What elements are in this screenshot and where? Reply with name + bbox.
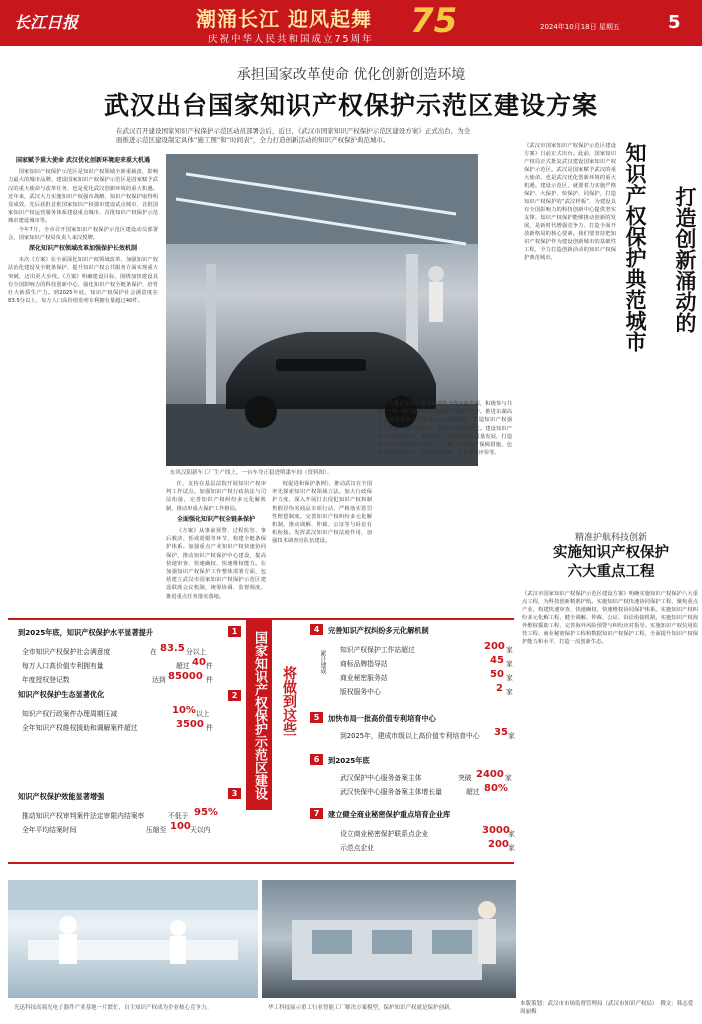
paragraph: 本次《方案》在全面深化知识产权领域改革、加强知识产权法治化建设及全链条保护、提升知识产权公共服务方面实现重大突破，迈出更大步伐。《方案》明确建设目标，围绕加快建设具有全国影响力的科技创新中心，强化知识产权全链条保护，培育壮大新质生产力。到2025年底，知识产权保护社会满意度在83.5分以上，每万人口高价值发明专利拥有量超过40件。 xyxy=(8,257,158,305)
bottom-caption-right: 华工科技展示重工行业智能工厂解决方案模型，保护知识产权就是保护创新。 xyxy=(268,1005,456,1011)
newspaper-logo: 长江日报 xyxy=(14,13,79,32)
section-heading: 国家赋予重大使命 武汉优化创新环境迎来重大机遇 xyxy=(15,157,151,164)
stat-unit: 家 xyxy=(508,844,515,852)
stat-label: 商标品牌指导站 xyxy=(340,660,388,668)
stat-label: 武汉快保中心服务备案主体增长量 xyxy=(340,788,442,796)
section-heading: 建立健全商业秘密保护重点培育企业库 xyxy=(328,810,451,819)
stat-label: 全年知识产权维权援助和调解案件超过 xyxy=(22,724,138,732)
stat-label: 商业秘密服务站 xyxy=(340,674,388,682)
stat-unit: 件 xyxy=(206,724,213,732)
article-column-2 xyxy=(166,480,266,620)
stat-prefix: 达到 xyxy=(152,676,166,684)
stat-label: 知识产权保护工作站超过 xyxy=(340,646,415,654)
stat-unit: 件 xyxy=(206,676,213,684)
stat-label: 全年平均结案时间 xyxy=(22,826,77,834)
subtitle-line-2: 六大重点工程 xyxy=(567,564,655,580)
lab-illustration xyxy=(8,880,258,998)
bottom-caption-left: 光迅科技高端光电子器件产业基地一片繁忙，自主知识产权成为企业核心竞争力。 xyxy=(14,1005,213,1011)
stat-unit: 家 xyxy=(508,830,515,838)
stat-value: 200 xyxy=(488,839,509,850)
stat-label: 武汉保护中心服务备案主体 xyxy=(340,774,422,782)
section-badge: 2 xyxy=(228,690,241,701)
stat-value: 83.5 xyxy=(160,643,185,654)
stat-label: 知识产权行政案件办理周期压减 xyxy=(22,710,118,718)
article-column-3 xyxy=(272,480,372,620)
model-illustration xyxy=(262,880,516,998)
stat-label: 到2025年，建成市级以上高价值专利培育中心 xyxy=(340,732,480,740)
paragraph: 《方案》从事前预警、过程监管、事后救济、惩戒震慑等环节，构建全链条保护体系。加强重点产业知识产权快速协同保护，推动知识产权保护中心建设，提高快速审查、快速确权、快速维权能力。在加强知识产权保护工作整体部署方面，包括建立武汉市国家知识产权保护示范区建设联席会议机制，统筹协调、监督调度、推进重点任务落实落地。 xyxy=(166,528,266,600)
subtitle-line-1: 实施知识产权保护 xyxy=(553,545,669,561)
anniversary-number: 75 xyxy=(410,1,458,41)
infobox-band-label: 国家知识产权保护示范区建设 xyxy=(246,620,272,810)
stat-value: 85000 xyxy=(168,671,203,682)
stat-unit: 家 xyxy=(508,732,515,740)
stat-value: 200 xyxy=(484,641,505,652)
section-heading: 到2025年底 xyxy=(328,756,370,765)
stat-value: 80% xyxy=(484,783,508,794)
section-badge: 3 xyxy=(228,788,241,799)
sidebar-sub-body: 《武汉市国家知识产权保护示范区建设方案》明确实施知识产权保护六大重点工程，为科技创新精准护航。实施知识产权快速协同保护工程，聚焦重点产业，构建快速审查、快速确权、快速维权协同保护体系。实施知识产权纠纷多元化解工程，健全调解、仲裁、公证、诉讼衔接机制。实施知识产权海外维权援助工程，完善海外风险预警与纠纷应对指导。实施知识产权信用监管工程、商业秘密保护工程和数据知识产权保护工程，全面提升知识产权保护能力和水平，打造一流创新生态。 xyxy=(522,591,698,645)
section-heading: 完善知识产权纠纷多元化解机制 xyxy=(328,626,429,635)
page-number: 5 xyxy=(668,12,681,33)
paragraph: 在推进知识产权领域对外合作交流方面，积极参与共建“一带一路”国家和地区知识产权对外合作。推进东湖高新区国家知识产权服务出口基地建设。打造知识产权强企，知识产权示范企业、优势企业持续增长。建设知识产权公共服务平台，推动知识产权服务业高质量发展，打造知识产权运营服务高地。《方案》还明确了保障措施，包括加强组织领导、强化资金保障、完善考核评价等。 xyxy=(378,401,512,457)
section-heading: 知识产权保护生态显著优化 xyxy=(18,690,105,699)
section-badge: 6 xyxy=(310,754,323,765)
section-heading: 知识产权保护效能显著增强 xyxy=(18,792,105,801)
stat-value: 2 xyxy=(496,683,503,694)
lab-photo xyxy=(8,880,258,998)
stat-unit: 天以内 xyxy=(190,826,211,834)
stat-value: 100 xyxy=(170,821,191,832)
stat-value: 3000 xyxy=(482,825,510,836)
stat-label: 全市知识产权保护社会满意度 xyxy=(22,648,111,656)
sidebar-title-line-2: 知识产权保护典范城市 xyxy=(623,142,648,352)
sidebar-subtitle xyxy=(520,544,702,582)
section-badge: 7 xyxy=(310,808,323,819)
stat-label: 年度授权登记数 xyxy=(22,676,70,684)
stat-unit: 家 xyxy=(506,660,513,668)
section-badge: 1 xyxy=(228,626,241,637)
commentary-sidebar xyxy=(520,142,702,527)
issue-date: 2024年10月18日 星期五 xyxy=(540,23,620,31)
stat-prefix: 突破 xyxy=(458,774,472,782)
stat-value: 50 xyxy=(490,669,504,680)
article-headline: 武汉出台国家知识产权保护示范区建设方案 xyxy=(103,91,598,120)
article-column-1 xyxy=(8,154,158,614)
article-lead: 在武汉召开建设国家知识产权保护示范区动员部署会后，近日，《武汉市国家知识产权保护示范区建设方案》正式出台，为全面推进示范区建设制定具体“施工图”和“时间表”，全力打造创新活动的知识产权保护典范城市。 xyxy=(116,127,471,144)
sidebar-subhead: 精准护航科技创新 xyxy=(574,533,647,543)
paragraph: 权促进和保护条例》，推动武汉在全国率先探索知识产权领域立法。加大行政保护力度，深入开展打击侵犯知识产权和制售假冒伪劣商品专项行动，严格落实惩罚性赔偿制度。完善知识产权纠纷多元化解机制，推动调解、仲裁、公证等与诉讼有机衔接。发挥武汉知识产权法庭作用，加强技术调查官队伍建设。 xyxy=(272,481,372,545)
factory-model-photo xyxy=(262,880,516,998)
section-badge: 5 xyxy=(310,712,323,723)
banner-subslogan: 庆祝中华人民共和国成立75周年 xyxy=(208,34,374,45)
paragraph: 国家知识产权保护示范区是知识产权领域全新重载盘，影响力最大的城市品牌。建设国家知识产权保护示范区是国家赋予武汉的重大使命与改革任务，也是优化武汉创新环境的重大机遇。近年来，武汉大力实施知识产权强市战略，知识产权保护取得明显成效，先后获批首批国家知识产权强市建设试点城市、首批国家知识产权运营服务体系建设重点城市、首批知识产权保护示范城市建设城市等。 xyxy=(8,169,158,225)
stat-label: 推动知识产权审判案件法定审限内结案率 xyxy=(22,812,145,820)
article-kicker: 承担国家改革使命 优化创新创造环境 xyxy=(236,67,466,83)
stat-unit: 家 xyxy=(505,774,512,782)
group-label: 累计建成 xyxy=(319,650,326,674)
stat-label: 每万人口高价值专利拥有量 xyxy=(22,662,104,670)
stat-value: 10% xyxy=(172,705,196,716)
stat-value: 95% xyxy=(194,807,218,818)
stat-unit: 以上 xyxy=(196,710,210,718)
sidebar-body: 《武汉市国家知识产权保护示范区建设方案》日前正式出台。此前，国家知识产权局正式批复武汉建设国家知识产权保护示范区。武汉是国家赋予武汉的重大使命，也是武汉优化创新环境的重大机遇。建设示范区，就要着力实施严格保护、大保护、快保护、同保护，打造知识产权保护的“武汉样板”，为建设具有全国影响力的科技创新中心提供坚实支撑。知识产权保护能够推动创新的发展，是新时代增强竞争力、打造全面开放新格局的核心要素。我们要坚持把知识产权保护作为建设创新城市的基础性工程，全力打造创新活动的知识产权保护典范城市。 xyxy=(524,143,616,261)
page-credit: 本版策划：武汉市市场监督管理局（武汉市知识产权局） 撰文：韩志爱 周丽梅 xyxy=(520,1001,699,1015)
stat-prefix: 不低于 xyxy=(168,812,189,820)
stat-prefix: 在 xyxy=(150,648,157,656)
infobox-bottom-rule xyxy=(8,862,514,864)
stat-value: 35 xyxy=(494,727,508,738)
stat-unit: 件 xyxy=(206,662,213,670)
sidebar-title-line-1: 打造创新涌动的 xyxy=(673,186,698,333)
stat-prefix: 压缩至 xyxy=(146,826,167,834)
photo-caption: 东风汉阳新车工厂生产线上，一台车身正稳进喷漆车间（资料图）。 xyxy=(170,470,333,476)
paragraph: 今年7月，全市召开国家知识产权保护示范区建设动员部署会，国家知识产权局负责人来汉授牌。 xyxy=(8,226,158,241)
stat-value: 3500 xyxy=(176,719,204,730)
section-heading: 深化知识产权领域改革加强保护长效机制 xyxy=(28,245,137,253)
stat-label: 设立商业秘密保护联系点企业 xyxy=(340,830,429,838)
stat-label: 示范点企业 xyxy=(340,844,374,852)
stat-unit: 家 xyxy=(506,674,513,682)
infobox-band-tagline: 将做到这些 xyxy=(281,666,297,736)
stat-value: 2400 xyxy=(476,769,504,780)
stat-prefix: 超过 xyxy=(466,788,480,796)
banner-slogan: 潮涌长江 迎风起舞 xyxy=(196,7,372,31)
stat-unit: 分以上 xyxy=(186,648,207,656)
stat-value: 40 xyxy=(192,657,206,668)
article-column-4 xyxy=(378,400,512,620)
stat-prefix: 超过 xyxy=(176,662,190,670)
stat-unit: 家 xyxy=(506,646,513,654)
section-heading: 全面强化知识产权全链条保护 xyxy=(176,515,255,523)
stat-value: 45 xyxy=(490,655,504,666)
paragraph: 任，支持在基层法院开展知识产权审判工作试点。加强知识产权行政执法与司法衔接，完善知识产权纠纷多元化解机制，推动形成大保护工作格局。 xyxy=(166,481,266,512)
section-badge: 4 xyxy=(310,624,323,635)
stat-label: 版权服务中心 xyxy=(340,688,381,696)
masthead-banner xyxy=(0,0,702,46)
section-heading: 到2025年底，知识产权保护水平显著提升 xyxy=(18,628,154,637)
section-heading: 加快布局一批高价值专利培育中心 xyxy=(328,714,436,723)
stat-unit: 家 xyxy=(506,688,513,696)
